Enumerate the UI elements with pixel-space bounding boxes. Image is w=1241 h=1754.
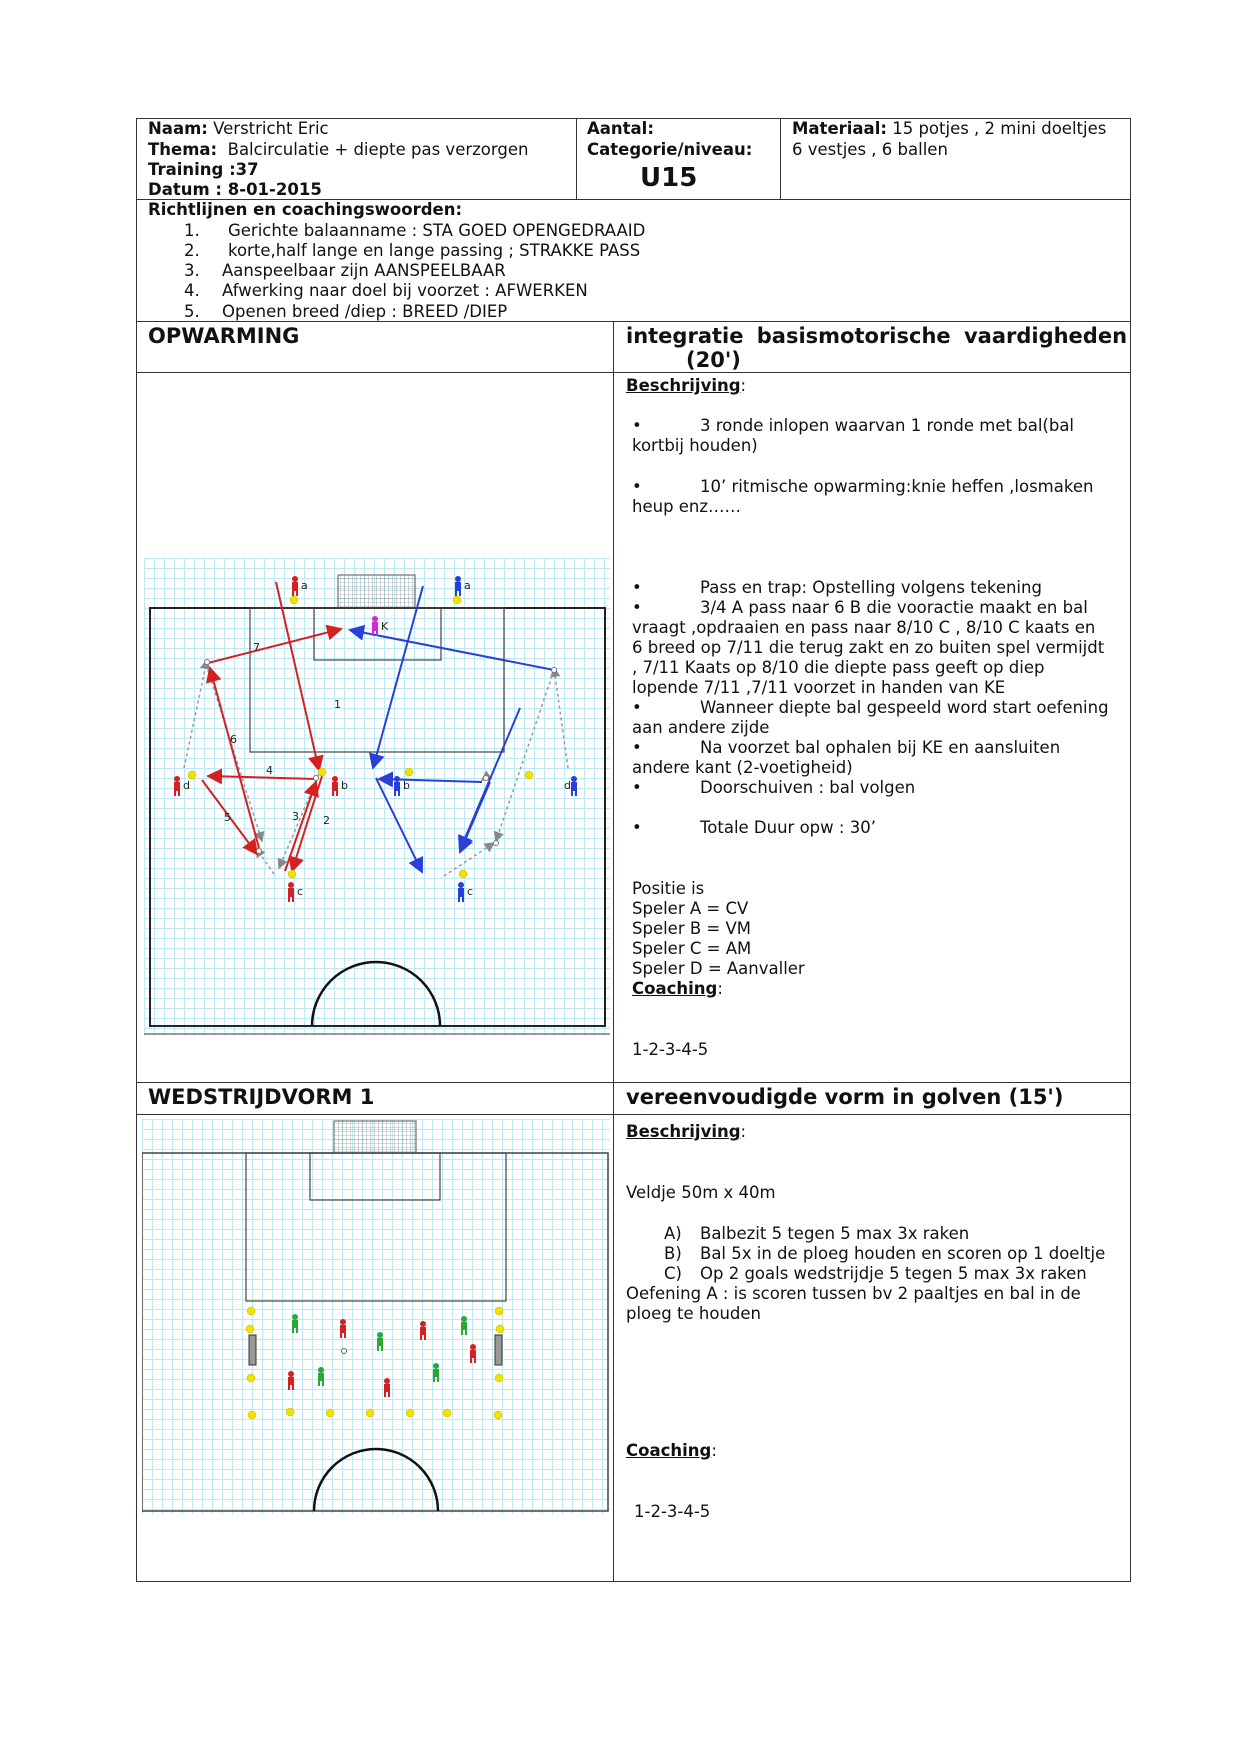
bullet-text: 10’ ritmische opwarming:knie heffen ,losmaken (700, 477, 1094, 496)
list-letter: A) (664, 1224, 682, 1243)
player-label: d (564, 779, 571, 792)
red-player-b (332, 776, 338, 796)
green-team (292, 1314, 467, 1386)
center-circle-arc (314, 1449, 438, 1511)
positie-item: Speler A = CV (632, 899, 749, 918)
green-player (292, 1314, 298, 1333)
opwarming-pitch (144, 558, 610, 1036)
beschrijving-heading: Beschrijving: (626, 376, 747, 395)
bullet-text: 3/4 A pass naar 6 B die vooractie maakt en bal (700, 598, 1088, 617)
red-player (340, 1319, 346, 1338)
red-player (384, 1378, 390, 1397)
mini-goal (249, 1335, 256, 1365)
bullet-text: aan andere zijde (632, 718, 770, 737)
pass-number: 6 (230, 733, 237, 746)
coaching-label: Coaching (626, 1441, 712, 1460)
field-outline (150, 608, 605, 1026)
list-item (184, 302, 200, 322)
thema-label: Thema: (148, 140, 218, 159)
bullet-text: andere kant (2-voetigheid) (632, 758, 853, 777)
bullet-icon: • (632, 738, 642, 757)
opwarming-row-bottom (136, 1082, 1131, 1083)
player-label: a (301, 579, 308, 592)
cone (326, 1409, 334, 1417)
wedstrijdvorm-diagram (142, 1119, 610, 1514)
list-text: Afwerking naar doel bij voorzet : AFWERKEN (222, 281, 588, 300)
pass-number: 2 (323, 814, 330, 827)
pass-number: 5 (224, 811, 231, 824)
coaching-value: 1-2-3-4-5 (632, 1040, 709, 1059)
cone (459, 870, 467, 878)
cone (286, 1408, 294, 1416)
ball-marker (552, 668, 557, 673)
header-divider-2 (780, 118, 781, 200)
wedstrijd-header-bottom (136, 1114, 1131, 1115)
bullet-text: vraagt ,opdraaien en pass naar 8/10 C , 8/10 C kaats en (632, 618, 1096, 637)
datum: Datum : 8-01-2015 (148, 180, 322, 199)
keeper-label: K (381, 620, 389, 633)
cone (494, 1411, 502, 1419)
bullet-text: Na voorzet bal ophalen bij KE en aansluiten (700, 738, 1061, 757)
beschrijving-heading: Beschrijving: (626, 1122, 747, 1141)
wedstrijdvorm-subtitle: vereenvoudigde vorm in golven (15') (626, 1085, 1064, 1109)
beschrijving-label: Beschrijving (626, 1122, 741, 1141)
list-item (222, 261, 506, 281)
green-player (318, 1367, 324, 1386)
naam-line (148, 119, 329, 139)
thema-line (148, 140, 528, 160)
ball (342, 1349, 347, 1354)
table-border-right (1130, 118, 1131, 1582)
red-player-c (288, 882, 294, 902)
opwarming-column-divider (613, 321, 614, 1083)
blue-player-b (394, 776, 400, 796)
red-team (288, 1319, 476, 1397)
bullet-text: Wanneer diepte bal gespeeld word start oefening (700, 698, 1109, 717)
list-letter: C) (664, 1264, 682, 1283)
richtlijnen-title: Richtlijnen en coachingswoorden: (148, 200, 463, 219)
bullet-text: , 7/11 Kaats op 8/10 die diepte pass geeft op diep (632, 658, 1045, 677)
list-text: Openen breed /diep : BREED /DIEP (222, 302, 508, 321)
bullet-icon: • (632, 416, 642, 435)
list-text: Balbezit 5 tegen 5 max 3x raken (700, 1224, 970, 1243)
goal-net (338, 575, 415, 608)
coaching-heading: Coaching: (626, 1441, 717, 1460)
header-divider-1 (576, 118, 577, 200)
materiaal-line (792, 119, 1106, 139)
cone (495, 1307, 503, 1315)
bullet-icon: • (632, 778, 642, 797)
cone (453, 596, 461, 604)
player-label: c (297, 885, 304, 898)
bullet-icon: • (632, 818, 642, 837)
list-letter: B) (664, 1244, 682, 1263)
bullet-icon: • (632, 698, 642, 717)
green-player (461, 1316, 467, 1335)
training-number: Training :37 (148, 160, 259, 179)
red-passes (202, 582, 341, 871)
materiaal-line-2: 6 vestjes , 6 ballen (792, 140, 948, 159)
blue-player-d (571, 776, 577, 796)
blue-player-a (455, 576, 461, 596)
bullet-icon: • (632, 598, 642, 617)
list-number: 3. (184, 261, 200, 280)
ball-marker (205, 660, 210, 665)
ball-marker (314, 776, 319, 781)
bullet-icon: • (632, 578, 642, 597)
list-item (222, 302, 507, 322)
wedstrijd-column-divider (613, 1082, 614, 1582)
field-outline (142, 1153, 608, 1511)
player-label: b (403, 779, 410, 792)
cone (246, 1325, 254, 1333)
opwarming-title: OPWARMING (148, 324, 300, 348)
bullet-text: lopende 7/11 ,7/11 voorzet in handen van KE (632, 678, 1006, 697)
cone (443, 1409, 451, 1417)
bullet-text: 3 ronde inlopen waarvan 1 ronde met bal(bal (700, 416, 1075, 435)
bullet-text: Totale Duur opw : 30’ (700, 818, 876, 837)
ball-marker (494, 841, 499, 846)
positie-item: Speler D = Aanvaller (632, 959, 805, 978)
list-number: 5. (184, 302, 200, 321)
materiaal-value: 15 potjes , 2 mini doeltjes (892, 119, 1107, 138)
list-number: 1. (184, 221, 200, 240)
cone (525, 771, 533, 779)
wedstrijdvorm-title: WEDSTRIJDVORM 1 (148, 1085, 375, 1109)
cone (496, 1325, 504, 1333)
list-text: Bal 5x in de ploeg houden en scoren op 1 doeltje (700, 1244, 1106, 1263)
beschrijving-label: Beschrijving (626, 376, 741, 395)
positie-item: Speler B = VM (632, 919, 752, 938)
red-player (420, 1321, 426, 1340)
coaching-label: Coaching (632, 979, 718, 998)
bullet-text: Doorschuiven : bal volgen (700, 778, 916, 797)
cone (405, 768, 413, 776)
blue-player-c (458, 882, 464, 902)
veldje-size: Veldje 50m x 40m (626, 1183, 776, 1202)
penalty-box (246, 1153, 506, 1301)
list-item (222, 281, 588, 301)
cone (247, 1374, 255, 1382)
goal-net (334, 1121, 416, 1153)
list-item (184, 281, 200, 301)
pass-number: 1 (334, 698, 341, 711)
cones (188, 596, 533, 878)
positie-title: Positie is (632, 879, 705, 898)
mini-goal (495, 1335, 502, 1365)
red-player (470, 1344, 476, 1363)
cone (318, 768, 326, 776)
player-label: a (464, 579, 471, 592)
player-label: b (341, 779, 348, 792)
cone (188, 771, 196, 779)
opwarming-subtitle: integratie basismotorische vaardigheden (626, 324, 1128, 348)
list-text: Aanspeelbaar zijn AANSPEELBAAR (222, 261, 506, 280)
green-player (433, 1363, 439, 1382)
materiaal-label: Materiaal: (792, 119, 887, 138)
naam-label: Naam: (148, 119, 208, 138)
cone (248, 1411, 256, 1419)
center-circle-arc (312, 962, 440, 1026)
aantal-label: Aantal: (587, 119, 654, 138)
player-runs (184, 660, 568, 876)
opwarming-duration: (20') (686, 348, 741, 372)
pass-number: 4 (266, 764, 273, 777)
bullet-icon: • (632, 477, 642, 496)
ball-marker (257, 849, 262, 854)
red-player-a (292, 576, 298, 596)
list-item (184, 221, 200, 241)
bullet-text: 6 breed op 7/11 die terug zakt en zo buiten spel vermijdt (632, 638, 1105, 657)
coaching-value: 1-2-3-4-5 (634, 1502, 711, 1521)
opwarming-diagram (144, 558, 610, 1036)
categorie-value: U15 (640, 163, 698, 193)
ball-marker (484, 776, 489, 781)
cone (495, 1374, 503, 1382)
categorie-label: Categorie/niveau: (587, 140, 753, 159)
naam-value: Verstricht Eric (213, 119, 329, 138)
list-number: 2. (184, 241, 200, 260)
green-player (377, 1332, 383, 1351)
cone (288, 870, 296, 878)
goal-box (310, 1153, 440, 1200)
oefening-text: Oefening A : is scoren tussen bv 2 paaltjes en bal in de (626, 1284, 1081, 1303)
list-item (184, 261, 200, 281)
bullet-text: heup enz…… (632, 497, 742, 516)
cone (406, 1409, 414, 1417)
list-text: Op 2 goals wedstrijdje 5 tegen 5 max 3x raken (700, 1264, 1087, 1283)
pass-numbers (224, 641, 341, 827)
coaching-heading: Coaching: (632, 979, 723, 998)
cone (247, 1307, 255, 1315)
list-item (228, 221, 645, 241)
pass-number: 3 (292, 810, 299, 823)
positie-item: Speler C = AM (632, 939, 752, 958)
red-player (288, 1371, 294, 1390)
bullet-text: kortbij houden) (632, 436, 758, 455)
cone (290, 596, 298, 604)
opwarming-header-bottom (136, 372, 1131, 373)
bullet-text: Pass en trap: Opstelling volgens tekening (700, 578, 1042, 597)
list-item (228, 241, 640, 261)
list-text: Gerichte balaanname : STA GOED OPENGEDRAAID (228, 221, 646, 240)
pass-number: 7 (253, 641, 260, 654)
table-border-bottom (136, 1581, 1131, 1582)
player-label: d (183, 779, 190, 792)
table-border-left (136, 118, 137, 1582)
player-label: c (467, 885, 474, 898)
cone (366, 1409, 374, 1417)
thema-value: Balcirculatie + diepte pas verzorgen (227, 140, 529, 159)
list-number: 4. (184, 281, 200, 300)
keeper (372, 616, 378, 636)
list-text: korte,half lange en lange passing ; STRAKKE PASS (228, 241, 641, 260)
list-item (184, 241, 200, 261)
wedstrijdvorm-pitch (142, 1119, 610, 1514)
oefening-text: ploeg te houden (626, 1304, 761, 1323)
red-player-d (174, 776, 180, 796)
